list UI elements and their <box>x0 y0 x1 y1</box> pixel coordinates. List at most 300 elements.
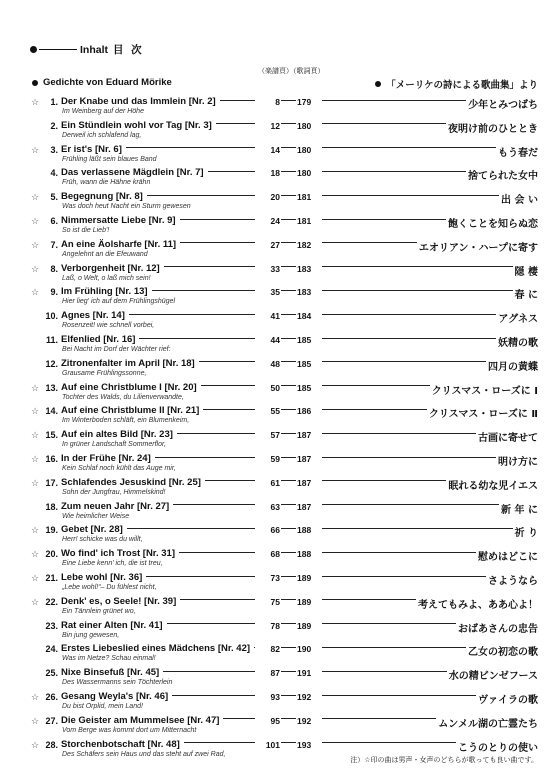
lyrics-page: 189 <box>297 573 312 583</box>
leader-line <box>281 385 296 386</box>
leader-line <box>281 528 296 529</box>
score-page: 41 <box>270 311 280 322</box>
song-title: Rat einer Alten [Nr. 41] <box>61 619 163 631</box>
song-title: In der Frühe [Nr. 24] <box>61 453 151 464</box>
leader-line <box>163 671 255 672</box>
leader-line <box>199 361 255 362</box>
list-item <box>0 499 560 523</box>
list-item <box>0 451 560 475</box>
leader-line <box>184 742 255 743</box>
star-icon: ☆ <box>31 382 40 393</box>
leader-line <box>281 219 296 220</box>
leader-line <box>281 195 296 196</box>
song-title: Ein Stündlein wohl vor Tag [Nr. 3] <box>61 119 212 131</box>
leader-line <box>322 338 496 339</box>
leader-line <box>281 314 296 315</box>
lyrics-page: 185 <box>297 358 312 369</box>
item-number: 11. <box>45 335 58 345</box>
lyrics-page: 180 <box>297 168 312 179</box>
song-title-jp: クリスマス・ローズに Ⅱ <box>427 405 538 420</box>
list-item <box>0 237 560 261</box>
leader-line <box>281 409 296 410</box>
score-page: 35 <box>270 287 280 298</box>
list-item <box>0 308 560 332</box>
leader-line <box>322 742 456 743</box>
lyrics-page: 192 <box>297 692 312 702</box>
song-title: Auf eine Christblume II [Nr. 21] <box>61 405 200 417</box>
leader-line <box>322 100 466 101</box>
star-icon: ☆ <box>31 239 40 250</box>
leader-line <box>322 195 499 196</box>
song-first-line: Was im Netze? Schau einmal! <box>62 655 156 663</box>
song-title-jp: 春 に <box>513 286 538 301</box>
leader-line <box>223 718 255 719</box>
song-title: Elfenlied [Nr. 16] <box>61 334 136 345</box>
leader-line <box>281 647 296 648</box>
contents-label: Inhalt <box>80 43 108 56</box>
item-number: 9. <box>50 287 58 298</box>
list-item <box>0 475 560 499</box>
leader-line <box>179 552 255 553</box>
leader-line <box>322 695 476 696</box>
song-title-jp: アグネス <box>496 310 538 325</box>
leader-line <box>322 504 499 505</box>
star-icon: ☆ <box>31 549 40 560</box>
song-title: Zum neuen Jahr [Nr. 27] <box>61 500 170 512</box>
leader-line <box>167 623 255 624</box>
song-title: Lebe wohl [Nr. 36] <box>61 572 143 583</box>
leader-line <box>322 552 476 553</box>
lyrics-page: 180 <box>297 120 312 131</box>
bullet-icon <box>375 81 381 87</box>
song-first-line: Des Schäfers sein Haus und das steht auf zwei Rad, <box>62 750 226 758</box>
item-number: 8. <box>50 263 58 274</box>
item-number: 21. <box>45 573 58 583</box>
song-title: Der Knabe und das Immlein [Nr. 2] <box>61 96 216 107</box>
song-first-line: Früh, wann die Hähne krähn <box>62 179 151 187</box>
score-page: 101 <box>265 739 280 750</box>
score-page: 48 <box>270 358 280 369</box>
star-icon: ☆ <box>31 454 40 464</box>
leader-line <box>173 504 255 505</box>
item-number: 14. <box>45 406 58 417</box>
song-first-line: Tochter des Walds, du Lilienverwandte, <box>62 393 184 401</box>
score-page: 14 <box>270 144 280 155</box>
star-icon: ☆ <box>31 573 40 583</box>
star-icon: ☆ <box>31 430 40 441</box>
song-title: Nixe Binsefuß [Nr. 45] <box>61 667 160 679</box>
score-page: 73 <box>270 573 280 583</box>
song-title-jp: 妖精の歌 <box>496 334 538 349</box>
list-item <box>0 356 560 380</box>
song-title-jp: 考えてもみよ、ああ心よ！ <box>416 596 538 611</box>
section-heading-jp <box>375 77 538 91</box>
leader-line <box>322 718 436 719</box>
song-title-jp: 出 会 い <box>499 191 538 206</box>
leader-line <box>281 623 296 624</box>
leader-line <box>180 599 255 600</box>
leader-line <box>281 671 296 672</box>
list-item <box>0 665 560 689</box>
star-icon: ☆ <box>31 406 40 417</box>
leader-line <box>281 147 296 148</box>
score-page: 61 <box>270 477 280 488</box>
song-title: Storchenbotschaft [Nr. 48] <box>61 738 180 750</box>
lyrics-page: 183 <box>297 263 312 274</box>
list-item <box>0 618 560 642</box>
song-title: Auf eine Christblume I [Nr. 20] <box>61 381 197 393</box>
item-number: 25. <box>45 668 58 679</box>
lyrics-page: 179 <box>297 97 312 107</box>
song-title-jp: 祈 り <box>513 524 538 539</box>
leader-line <box>322 409 427 410</box>
list-item <box>0 165 560 189</box>
score-page: 93 <box>270 692 280 702</box>
song-title-jp: ムンメル湖の亡霊たち <box>436 715 538 730</box>
lyrics-page: 183 <box>297 287 312 298</box>
leader-line <box>281 552 296 553</box>
item-number: 12. <box>45 358 58 369</box>
leader-line <box>322 123 446 124</box>
song-first-line: Im Weinberg auf der Höhe <box>62 108 144 115</box>
lyrics-page: 187 <box>297 477 312 488</box>
song-first-line: Frühling läßt sein blaues Band <box>62 155 157 163</box>
leader-line <box>180 242 255 243</box>
leader-line <box>139 338 255 339</box>
leader-line <box>322 219 446 220</box>
song-title-jp: 明け方に <box>496 453 538 468</box>
leader-line <box>322 266 513 267</box>
song-title-jp: さようなら <box>486 572 538 587</box>
song-first-line: Angelehnt an die Efeuwand <box>62 250 148 258</box>
lyrics-page: 184 <box>297 311 312 322</box>
leader-line <box>322 528 513 529</box>
song-first-line: Derweil ich schlafend lag, <box>62 131 142 139</box>
lyrics-page: 187 <box>297 430 312 441</box>
leader-line <box>281 242 296 243</box>
leader-line <box>322 647 466 648</box>
score-page: 78 <box>270 620 280 631</box>
song-title-jp: 飽くことを知らぬ恋 <box>446 215 538 230</box>
score-page: 63 <box>270 501 280 512</box>
song-first-line: Sohn der Jungfrau, Himmelskind! <box>62 488 166 496</box>
score-page: 75 <box>270 596 280 607</box>
song-title-jp: 新 年 に <box>499 501 538 516</box>
song-first-line: Hier lieg' ich auf dem Frühlingshügel <box>62 298 176 306</box>
score-page: 18 <box>270 168 280 179</box>
song-first-line: Herr! schicke was du willt, <box>62 536 143 544</box>
contents-label-jp: 目 次 <box>113 44 144 56</box>
song-first-line: Ein Tännlein grünet wo, <box>62 607 136 615</box>
lyrics-page: 186 <box>297 406 312 417</box>
list-item <box>0 284 560 308</box>
song-title: Gebet [Nr. 28] <box>61 524 123 536</box>
list-item <box>0 94 560 118</box>
song-title: Nimmersatte Liebe [Nr. 9] <box>61 215 176 226</box>
song-first-line: Laß, o Welt, o laß mich sein! <box>62 274 151 282</box>
list-item <box>0 546 560 570</box>
score-page: 57 <box>270 430 280 441</box>
leader-line <box>216 123 255 124</box>
leader-line <box>322 147 496 148</box>
item-number: 20. <box>45 549 58 560</box>
song-title-jp: 乙女の初恋の歌 <box>466 643 538 658</box>
lyrics-page: 182 <box>297 239 312 250</box>
list-item <box>0 427 560 451</box>
score-page: 59 <box>270 454 280 464</box>
list-item <box>0 189 560 213</box>
item-number: 28. <box>45 739 58 750</box>
item-number: 2. <box>50 120 58 131</box>
score-page: 87 <box>270 668 280 679</box>
leader-line <box>281 266 296 267</box>
list-item <box>0 142 560 166</box>
list-item <box>0 594 560 618</box>
song-title-jp: 捨てられた女中 <box>466 167 538 182</box>
score-page: 95 <box>270 715 280 726</box>
leader-line <box>281 599 296 600</box>
list-item <box>0 118 560 142</box>
leader-line <box>281 504 296 505</box>
leader-line <box>152 290 255 291</box>
leader-line <box>147 195 255 196</box>
item-number: 3. <box>50 144 58 155</box>
item-number: 10. <box>45 311 58 322</box>
song-title: Das verlassene Mägdlein [Nr. 7] <box>61 167 204 179</box>
item-number: 17. <box>45 477 58 488</box>
song-first-line: Rosenzeit! wie schnell vorbei, <box>62 322 155 330</box>
leader-line <box>146 576 255 577</box>
list-item <box>0 689 560 713</box>
song-title: Im Frühling [Nr. 13] <box>61 286 148 298</box>
bullet-icon <box>30 46 37 53</box>
star-icon: ☆ <box>31 263 40 274</box>
leader-line <box>281 290 296 291</box>
list-item <box>0 641 560 665</box>
score-page: 20 <box>270 192 280 203</box>
song-first-line: Wie heimlicher Weise <box>62 512 130 520</box>
song-title: An eine Äolsharfe [Nr. 11] <box>61 238 177 250</box>
song-title-jp: 少年とみつばち <box>466 96 538 111</box>
item-number: 13. <box>45 382 58 393</box>
section-heading-de <box>32 77 172 88</box>
item-number: 5. <box>50 192 58 203</box>
song-title-jp: クリスマス・ローズに Ⅰ <box>430 382 538 397</box>
lyrics-page: 189 <box>297 620 312 631</box>
contents-header <box>30 42 144 57</box>
leader-line <box>281 695 296 696</box>
leader-line <box>322 361 486 362</box>
leader-line <box>322 242 417 243</box>
leader-line <box>322 171 466 172</box>
lyrics-page: 187 <box>297 454 312 464</box>
item-number: 26. <box>45 692 58 702</box>
leader-line <box>281 742 296 743</box>
leader-line <box>281 480 296 481</box>
song-title-jp: こうのとりの使い <box>456 739 538 754</box>
item-number: 7. <box>50 239 58 250</box>
song-first-line: Was doch heut Nacht ein Sturm gewesen <box>62 203 191 211</box>
song-first-line: Kein Schlaf noch kühlt das Auge mir, <box>62 465 176 472</box>
lyrics-page: 185 <box>297 382 312 393</box>
song-title: Agnes [Nr. 14] <box>61 310 125 322</box>
star-icon: ☆ <box>31 477 40 488</box>
score-page: 24 <box>270 216 280 226</box>
leader-line <box>322 433 476 434</box>
lyrics-page: 192 <box>297 715 312 726</box>
header-rule <box>39 49 77 50</box>
leader-line <box>281 361 296 362</box>
leader-line <box>177 433 255 434</box>
leader-line <box>203 409 255 410</box>
song-title-jp: もう春だ <box>496 144 538 159</box>
leader-line <box>281 718 296 719</box>
leader-line <box>208 171 255 172</box>
section-title-de: Gedichte von Eduard Mörike <box>43 77 172 88</box>
song-title: Gesang Weyla's [Nr. 46] <box>61 691 169 702</box>
song-first-line: Im Winterboden schläft, ein Blumenkeim, <box>62 417 190 425</box>
score-page: 44 <box>270 335 280 345</box>
leader-line <box>322 290 513 291</box>
lyrics-page: 190 <box>297 644 312 655</box>
star-icon: ☆ <box>31 739 40 750</box>
list-item <box>0 213 560 237</box>
leader-line <box>129 314 255 315</box>
leader-line <box>172 695 255 696</box>
song-first-line: Des Wassermanns sein Töchterlein <box>62 679 173 687</box>
lyrics-page: 187 <box>297 501 312 512</box>
score-page: 50 <box>270 382 280 393</box>
song-title: Begegnung [Nr. 8] <box>61 191 143 203</box>
lyrics-page: 185 <box>297 335 312 345</box>
item-number: 6. <box>50 216 58 226</box>
star-icon: ☆ <box>31 216 40 226</box>
item-number: 15. <box>45 430 58 441</box>
item-number: 27. <box>45 715 58 726</box>
item-number: 4. <box>50 168 58 179</box>
list-item <box>0 570 560 594</box>
leader-line <box>205 480 255 481</box>
column-headers: （楽譜頁）（歌詞頁） <box>258 67 325 75</box>
song-first-line: Eine Liebe kenn' ich, die ist treu, <box>62 560 163 568</box>
leader-line <box>281 123 296 124</box>
leader-line <box>322 576 486 577</box>
leader-line <box>322 314 496 315</box>
song-first-line: Vom Berge was kommt dort um Mitternacht <box>62 726 197 734</box>
score-page: 68 <box>270 549 280 560</box>
section-title-jp: 「メーリケの詩による歌曲集」より <box>386 80 538 91</box>
song-title-jp: エオリアン・ハープに寄す <box>417 239 538 254</box>
song-first-line: „Lebe wohl!“– Du fühlest nicht, <box>62 584 157 591</box>
leader-line <box>281 100 296 101</box>
star-icon: ☆ <box>31 525 40 536</box>
list-item <box>0 522 560 546</box>
bullet-icon <box>32 80 38 86</box>
score-page: 12 <box>270 120 280 131</box>
song-title: Verborgenheit [Nr. 12] <box>61 262 160 274</box>
leader-line <box>220 100 255 101</box>
footnote: 注）☆印の曲は男声・女声のどちらが歌っても良い曲です。 <box>350 756 538 764</box>
list-item <box>0 332 560 356</box>
leader-line <box>322 457 496 458</box>
item-number: 19. <box>45 525 58 536</box>
leader-line <box>281 433 296 434</box>
song-first-line: So ist die Lieb'! <box>62 227 110 234</box>
leader-line <box>281 457 296 458</box>
leader-line <box>127 528 255 529</box>
lyrics-page: 181 <box>297 192 312 203</box>
score-page: 27 <box>270 239 280 250</box>
song-title: Erstes Liebeslied eines Mädchens [Nr. 42] <box>61 643 251 655</box>
lyrics-page: 181 <box>297 216 312 226</box>
song-first-line: Du bist Orplid, mein Land! <box>62 703 143 710</box>
song-title-jp: 隠 棲 <box>513 263 538 278</box>
lyrics-page: 188 <box>297 549 312 560</box>
song-title-jp: ヴァイラの歌 <box>476 691 538 706</box>
song-title-jp: おばあさんの忠告 <box>456 620 538 635</box>
song-title: Die Geister am Mummelsee [Nr. 47] <box>61 714 220 726</box>
song-title-jp: 眠れる幼な児イエス <box>446 477 538 492</box>
score-page: 33 <box>270 263 280 274</box>
leader-line <box>201 385 255 386</box>
song-title: Auf ein altes Bild [Nr. 23] <box>61 429 173 441</box>
song-first-line: Bei Nacht im Dorf der Wächter rief: <box>62 346 171 353</box>
score-page: 8 <box>275 97 280 107</box>
star-icon: ☆ <box>31 144 40 155</box>
lyrics-page: 188 <box>297 525 312 536</box>
lyrics-page: 193 <box>297 739 312 750</box>
song-first-line: Bin jung gewesen, <box>62 631 120 639</box>
song-title: Denk' es, o Seele! [Nr. 39] <box>61 595 177 607</box>
song-first-line: Grausame Frühlingssonne, <box>62 369 147 377</box>
item-number: 18. <box>45 501 58 512</box>
song-title-jp: 夜明け前のひととき <box>446 120 538 135</box>
star-icon: ☆ <box>31 692 40 702</box>
lyrics-page: 191 <box>297 668 312 679</box>
leader-line <box>322 480 446 481</box>
leader-line <box>281 338 296 339</box>
list-item <box>0 261 560 285</box>
list-item <box>0 380 560 404</box>
star-icon: ☆ <box>31 596 40 607</box>
leader-line <box>281 171 296 172</box>
score-page: 82 <box>270 644 280 655</box>
song-title: Zitronenfalter im April [Nr. 18] <box>61 357 195 369</box>
score-page: 66 <box>270 525 280 536</box>
leader-line <box>254 647 255 648</box>
item-number: 23. <box>45 620 58 631</box>
leader-line <box>322 623 456 624</box>
song-title: Er ist's [Nr. 6] <box>61 143 122 155</box>
item-number: 24. <box>45 644 58 655</box>
star-icon: ☆ <box>31 287 40 298</box>
leader-line <box>126 147 255 148</box>
song-title: Schlafendes Jesuskind [Nr. 25] <box>61 476 201 488</box>
item-number: 22. <box>45 596 58 607</box>
score-page: 55 <box>270 406 280 417</box>
leader-line <box>155 457 255 458</box>
song-title-jp: 四月の黄蝶 <box>486 358 538 373</box>
star-icon: ☆ <box>31 715 40 726</box>
song-title-jp: 水の精ビンゼフース <box>447 667 538 682</box>
lyrics-page: 189 <box>297 596 312 607</box>
lyrics-page: 180 <box>297 144 312 155</box>
item-number: 16. <box>45 454 58 464</box>
list-item <box>0 713 560 737</box>
item-number: 1. <box>50 97 58 107</box>
song-title-jp: 慰めはどこに <box>476 548 538 563</box>
leader-line <box>180 219 255 220</box>
